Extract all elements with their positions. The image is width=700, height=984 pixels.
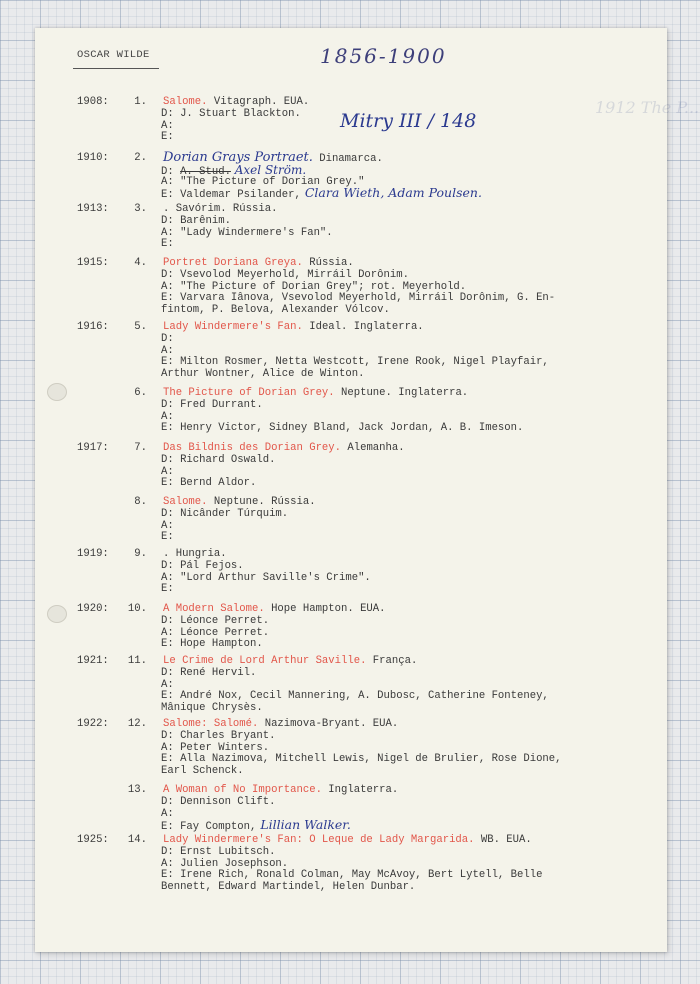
entry-title-line	[163, 834, 532, 846]
entry-title-line	[163, 655, 417, 667]
credit-text: A: Julien Josephson.	[161, 857, 289, 870]
credit-text: A:	[161, 678, 174, 691]
credit-text: A: Peter Winters.	[161, 741, 270, 754]
credit-line	[161, 187, 482, 201]
entry-title-line	[163, 96, 309, 108]
credit-line	[161, 215, 231, 227]
entry-title-line	[163, 718, 398, 730]
credit-text: A:	[161, 465, 174, 478]
entry-number: 6.	[134, 387, 147, 399]
entry-title-line	[163, 603, 386, 615]
credit-text: D:	[161, 332, 174, 345]
credit-text: D: Dennison Clift.	[161, 795, 276, 808]
credit-line	[161, 477, 256, 489]
credit-text: D: Nicânder Túrquim.	[161, 507, 289, 520]
handwritten-cast: Lillian Walker.	[256, 817, 351, 833]
credit-line	[161, 131, 174, 143]
credit-line	[161, 858, 288, 870]
credit-text: E:	[161, 131, 174, 144]
entry-year: 1921:	[77, 655, 109, 667]
credit-text: A: Léonce Perret.	[161, 626, 270, 639]
film-title: A Woman of No Importance.	[163, 784, 322, 796]
credit-line	[161, 269, 409, 281]
credit-text: fintom, P. Belova, Alexander Vólcov.	[161, 304, 390, 317]
credit-text: A: "Lord Arthur Saville's Crime".	[161, 571, 371, 584]
credit-text: E: Varvara Iânova, Vsevolod Meyerhold, Mirráil Dorônim, G. En-	[161, 292, 556, 305]
entry-year: 1916:	[77, 321, 109, 333]
entry-number: 1.	[134, 96, 147, 108]
typed-filmography-sheet	[35, 28, 700, 952]
credit-line	[161, 520, 174, 532]
credit-text: E:	[161, 238, 174, 251]
handwritten-reference-note: Mitry III / 148	[340, 110, 477, 132]
film-title: Lady Windermere's Fan.	[163, 321, 303, 333]
credit-text: E:	[161, 531, 174, 544]
credit-line	[161, 638, 263, 650]
entry-year: 1915:	[77, 257, 109, 269]
credit-text: D: René Hervil.	[161, 666, 257, 679]
credit-line	[161, 615, 269, 627]
credit-text: Arthur Wontner, Alice de Winton.	[161, 368, 365, 381]
credit-text: E: Valdemar Psilander,	[161, 189, 301, 202]
punch-hole	[47, 383, 67, 401]
credit-line	[161, 281, 466, 293]
credit-line	[161, 869, 542, 881]
credit-text: D: Ernst Lubitsch.	[161, 845, 276, 858]
film-production-info: Vitagraph. EUA.	[207, 96, 310, 108]
credit-line	[161, 120, 174, 132]
film-title: Das Bildnis des Dorian Grey.	[163, 442, 342, 454]
credit-line	[161, 531, 174, 543]
credit-line	[161, 333, 174, 345]
credit-line	[161, 583, 174, 595]
film-production-info: . Hungria.	[163, 548, 227, 560]
credit-line	[161, 730, 275, 742]
entry-year: 1917:	[77, 442, 109, 454]
entry-title-line	[163, 257, 354, 269]
credit-line	[161, 881, 415, 893]
film-production-info: Ideal. Inglaterra.	[302, 321, 424, 333]
entry-number: 3.	[134, 203, 147, 215]
handwritten-director: Axel Ström.	[230, 162, 307, 177]
entry-number: 4.	[134, 257, 147, 269]
handwritten-cast: Clara Wieth, Adam Poulsen.	[300, 185, 482, 201]
struck-director: A. Stud.	[180, 165, 231, 178]
credit-line	[161, 560, 244, 572]
film-title: Salome.	[163, 96, 208, 108]
punch-hole	[47, 605, 67, 623]
credit-line	[161, 238, 174, 250]
entry-year: 1910:	[77, 152, 109, 164]
entry-year: 1913:	[77, 203, 109, 215]
credit-line	[161, 819, 351, 833]
credit-line	[161, 808, 174, 820]
film-production-info: Rússia.	[302, 257, 354, 269]
film-production-info: Dinamarca.	[312, 153, 383, 165]
film-production-info: . Savórim. Rússia.	[163, 203, 278, 215]
film-title: Portret Doriana Greya.	[163, 257, 303, 269]
credit-text: A: "The Picture of Dorian Grey."	[161, 175, 365, 188]
entry-title-line	[163, 321, 424, 333]
entry-title-line	[163, 496, 316, 508]
credit-line	[161, 702, 263, 714]
credit-line	[161, 292, 555, 304]
film-production-info: Inglaterra.	[321, 784, 399, 796]
entry-number: 2.	[134, 152, 147, 164]
credit-line	[161, 399, 263, 411]
credit-line	[161, 508, 288, 520]
handwritten-title: Dorian Grays Portraet.	[163, 150, 313, 165]
credit-text: D: Charles Bryant.	[161, 729, 276, 742]
film-title: Salome: Salomé.	[163, 718, 259, 730]
credit-text: Bennett, Edward Martindel, Helen Dunbar.	[161, 881, 416, 894]
credit-text: E: Irene Rich, Ronald Colman, May McAvoy, Bert Lytell, Belle	[161, 869, 543, 882]
entry-number: 5.	[134, 321, 147, 333]
credit-line	[161, 454, 275, 466]
show-through-text	[155, 333, 160, 352]
credit-text: D: Léonce Perret.	[161, 614, 270, 627]
credit-text: E:	[161, 583, 174, 596]
credit-line	[161, 368, 364, 380]
credit-line	[161, 345, 174, 357]
entry-title-line	[163, 784, 398, 796]
credit-line	[161, 667, 256, 679]
credit-line	[161, 742, 269, 754]
entry-year: 1922:	[77, 718, 109, 730]
author-underline	[73, 68, 159, 69]
entry-number: 10.	[127, 603, 147, 615]
credit-text: D: Barênim.	[161, 214, 231, 227]
credit-line	[161, 690, 549, 702]
credit-text: D: Richard Oswald.	[161, 453, 276, 466]
author-dates-handwritten: 1856-1900	[320, 44, 447, 68]
entry-number: 14.	[127, 834, 147, 846]
film-title: Lady Windermere's Fan: O Leque de Lady Margarida.	[163, 834, 475, 846]
entry-number: 7.	[134, 442, 147, 454]
credit-text: A:	[161, 344, 174, 357]
entry-number: 9.	[134, 548, 147, 560]
credit-text: E: Bernd Aldor.	[161, 477, 257, 490]
show-through-text: 1912 The P...	[595, 98, 700, 117]
credit-text: D: Fred Durrant.	[161, 398, 263, 411]
credit-line	[161, 796, 275, 808]
credit-line	[161, 422, 523, 434]
film-production-info: Neptune. Rússia.	[207, 496, 316, 508]
film-title: The Picture of Dorian Grey.	[163, 387, 335, 399]
credit-line	[161, 356, 549, 368]
credit-text: A:	[161, 410, 174, 423]
film-production-info: Neptune. Inglaterra.	[334, 387, 469, 399]
credit-line	[161, 227, 333, 239]
film-production-info: WB. EUA.	[474, 834, 532, 846]
credit-line	[161, 753, 562, 765]
credit-line	[161, 108, 301, 120]
credit-text: D: Pál Fejos.	[161, 559, 244, 572]
credit-line	[161, 466, 174, 478]
film-production-info: Alemanha.	[341, 442, 405, 454]
film-production-info: França.	[366, 655, 418, 667]
credit-text: Mânique Chrysès.	[161, 702, 263, 715]
credit-text: A:	[161, 807, 174, 820]
credit-text: A:	[161, 119, 174, 132]
credit-text: E: Hope Hampton.	[161, 638, 263, 651]
film-production-info: Hope Hampton. EUA.	[264, 603, 386, 615]
entry-year: 1920:	[77, 603, 109, 615]
credit-text: E: Alla Nazimova, Mitchell Lewis, Nigel de Brulier, Rose Dione,	[161, 753, 562, 766]
credit-text: A: "Lady Windermere's Fan".	[161, 226, 333, 239]
author-name: OSCAR WILDE	[77, 49, 150, 61]
entry-title-line	[163, 203, 277, 215]
entry-number: 13.	[127, 784, 147, 796]
credit-prefix: D:	[161, 165, 181, 178]
film-production-info: Nazimova-Bryant. EUA.	[258, 718, 399, 730]
entry-number: 8.	[134, 496, 147, 508]
entry-title-line	[163, 387, 468, 399]
credit-line	[161, 304, 390, 316]
credit-text: E: André Nox, Cecil Mannering, A. Dubosc, Catherine Fonteney,	[161, 690, 549, 703]
credit-line	[161, 627, 269, 639]
credit-line	[161, 765, 244, 777]
credit-text: Earl Schenck.	[161, 765, 244, 778]
credit-text: E: Fay Compton,	[161, 821, 257, 834]
credit-line	[161, 572, 371, 584]
film-title: Le Crime de Lord Arthur Saville.	[163, 655, 367, 667]
credit-text: D: J. Stuart Blackton.	[161, 107, 301, 120]
credit-text: E: Milton Rosmer, Netta Westcott, Irene Rook, Nigel Playfair,	[161, 356, 549, 369]
credit-line	[161, 411, 174, 423]
film-title: Salome.	[163, 496, 208, 508]
credit-line	[161, 846, 275, 858]
credit-text: D: Vsevolod Meyerhold, Mirráil Dorônim.	[161, 268, 409, 281]
entry-number: 12.	[127, 718, 147, 730]
entry-year: 1919:	[77, 548, 109, 560]
credit-text: E: Henry Victor, Sidney Bland, Jack Jordan, A. B. Imeson.	[161, 422, 524, 435]
credit-text: A:	[161, 519, 174, 532]
entry-year: 1908:	[77, 96, 109, 108]
entry-year: 1925:	[77, 834, 109, 846]
entry-title-line	[163, 548, 227, 560]
credit-text: A: "The Picture of Dorian Grey"; rot. Meyerhold.	[161, 280, 467, 293]
credit-line	[161, 679, 174, 691]
film-title: A Modern Salome.	[163, 603, 265, 615]
entry-number: 11.	[127, 655, 147, 667]
entry-title-line	[163, 442, 405, 454]
